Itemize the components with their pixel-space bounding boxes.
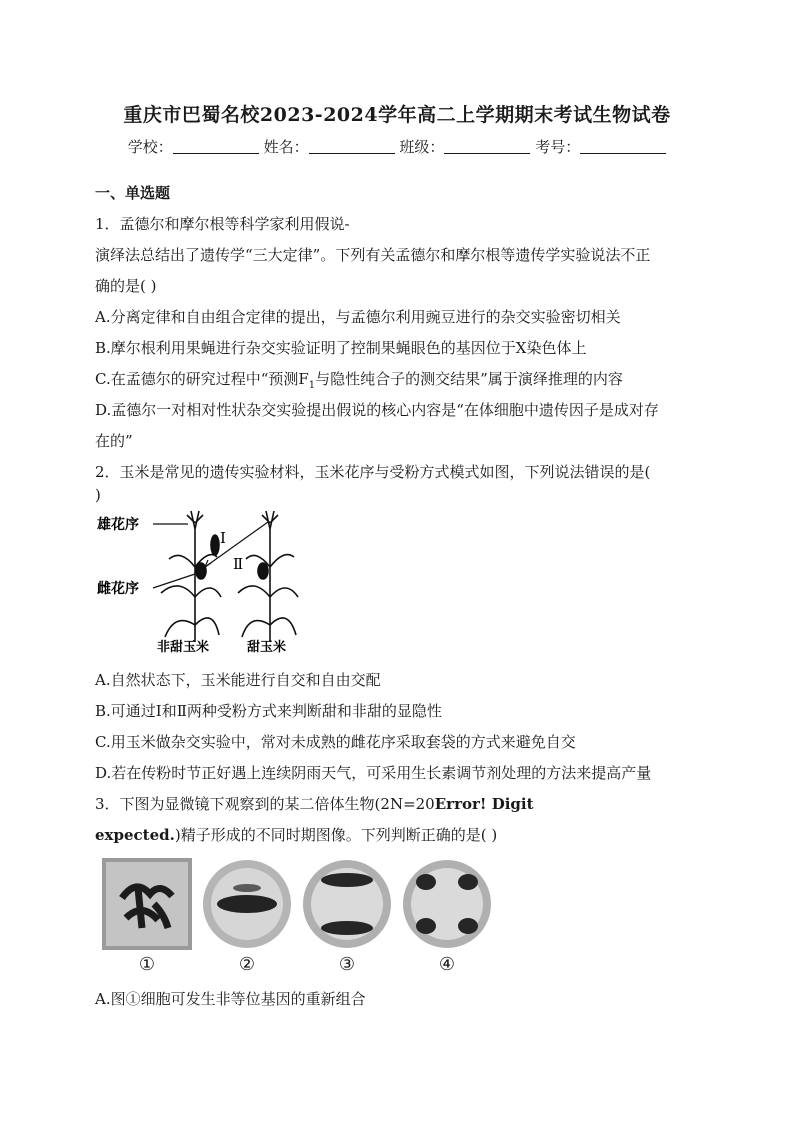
q3-stem-text: 3．下图为显微镜下观察到的某二倍体生物(2N=20: [95, 795, 435, 813]
micrograph-3: [302, 858, 392, 950]
q1-option-c-text-end: 与隐性纯合子的测交结果”属于演绎推理的内容: [315, 370, 623, 388]
sweet-corn-plant: [238, 511, 298, 642]
corn-pollination-figure: [95, 507, 315, 657]
q1-stem-line1: 1．孟德尔和摩尔根等科学家利用假说-: [95, 215, 350, 233]
q1-stem-line2: 演绎法总结出了遗传学“三大定律”。下列有关孟德尔和摩尔根等遗传学实验说法不正: [95, 246, 651, 264]
q1-stem-line3: 确的是( ): [95, 277, 157, 295]
micrograph-4: [402, 858, 492, 950]
class-blank[interactable]: [444, 139, 530, 154]
q2-option-b[interactable]: B.可通过Ⅰ和Ⅱ两种受粉方式来判断甜和非甜的显隐性: [95, 702, 442, 720]
q1-option-c-text: C.在孟德尔的研究过程中“预测F: [95, 370, 309, 388]
non-sweet-corn-plant: [161, 511, 221, 642]
school-blank[interactable]: [173, 139, 259, 154]
page-title: 重庆市巴蜀名校2023-2024学年高二上学期期末考试生物试卷: [123, 104, 671, 126]
q2-option-a[interactable]: A.自然状态下，玉米能进行自交和自由交配: [95, 671, 381, 689]
q3-stem-line2: [95, 824, 497, 845]
pollination-i-label: Ⅰ: [220, 529, 226, 547]
micrograph-label-4: ④: [438, 954, 456, 975]
section-heading: 一、单选题: [95, 184, 171, 202]
q3-option-a[interactable]: A.图①细胞可发生非等位基因的重新组合: [95, 990, 366, 1008]
q1-option-a[interactable]: A.分离定律和自由组合定律的提出，与孟德尔利用豌豆进行的杂交实验密切相关: [95, 308, 621, 326]
q2-option-c[interactable]: C.用玉米做杂交实验中，常对未成熟的雌花序采取套袋的方式来避免自交: [95, 733, 576, 751]
class-label: 班级：: [399, 138, 445, 156]
q1-option-d[interactable]: D.孟德尔一对相对性状杂交实验提出假说的核心内容是“在体细胞中遗传因子是成对存: [95, 401, 659, 419]
name-blank[interactable]: [309, 139, 395, 154]
micrograph-label-1: ①: [138, 954, 156, 975]
q1-option-c[interactable]: [95, 368, 623, 391]
micrograph-label-2: ②: [238, 954, 256, 975]
micrograph-2: [202, 858, 292, 950]
q1-option-d-cont: 在的”: [95, 432, 133, 450]
school-label: 学校：: [127, 138, 173, 156]
number-label: 考号：: [535, 138, 581, 156]
q3-stem-line1: [95, 793, 534, 814]
female-inflorescence-label: 雌花序: [97, 581, 139, 597]
sweet-corn-caption: 甜玉米: [247, 640, 287, 655]
q2-option-d[interactable]: D.若在传粉时节正好遇上连续阴雨天气，可采用生长素调节剂处理的方法来提高产量: [95, 764, 652, 782]
micrograph-label-3: ③: [338, 954, 356, 975]
q3-error-text: Error! Digit: [434, 795, 534, 813]
q2-stem-line2: ): [95, 486, 101, 504]
number-blank[interactable]: [580, 139, 666, 154]
pollination-ii-label: Ⅱ: [233, 555, 244, 573]
student-info-row: [0, 136, 794, 157]
micrograph-1: [102, 858, 192, 950]
micrograph-figure: [98, 858, 498, 978]
q1-option-c-subscript: 1: [308, 380, 316, 391]
q2-stem-line1: 2．玉米是常见的遗传实验材料，玉米花序与受粉方式模式如图，下列说法错误的是(: [95, 463, 651, 481]
male-inflorescence-label: 雄花序: [97, 517, 139, 533]
q3-stem-text-end: )精子形成的不同时期图像。下列判断正确的是( ): [174, 826, 498, 844]
q1-option-b[interactable]: B.摩尔根利用果蝇进行杂交实验证明了控制果蝇眼色的基因位于X染色体上: [95, 339, 587, 357]
non-sweet-corn-caption: 非甜玉米: [157, 640, 210, 655]
q3-error-text-cont: expected.: [95, 826, 175, 844]
name-label: 姓名：: [263, 138, 309, 156]
